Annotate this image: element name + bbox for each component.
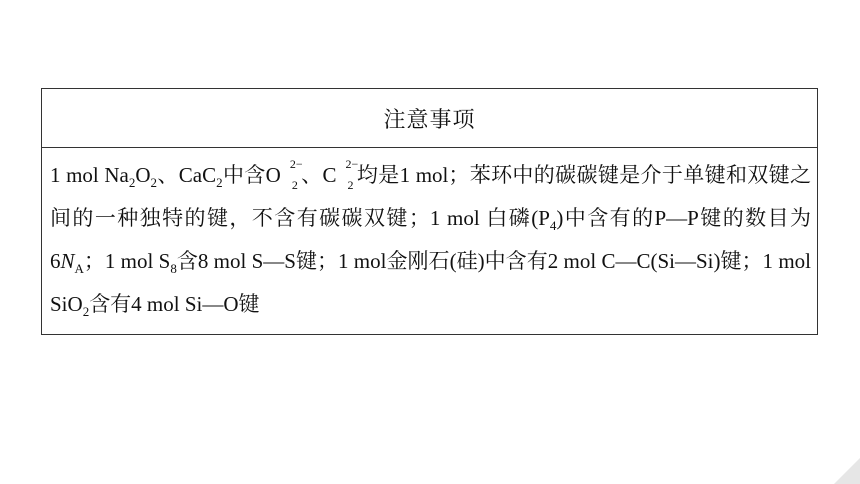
subscript: 2	[291, 178, 298, 192]
text-run: ；1 mol S	[83, 249, 171, 273]
text-run: 均是1 mol；苯环中的碳碳键是介于单键和双键之间的一种独特的键，不含有碳碳双键；1 mol 白磷(P	[50, 163, 812, 230]
peroxide-ion-charge	[281, 154, 301, 197]
text-run: 、CaC	[157, 163, 217, 187]
subscript: 2	[216, 175, 223, 191]
table-body-text	[42, 148, 817, 334]
avogadro-symbol: N	[60, 249, 75, 273]
text-run: 1 mol Na	[50, 163, 129, 187]
superscript: 2−	[345, 157, 359, 171]
subscript: 8	[170, 261, 177, 277]
table-header	[42, 89, 817, 148]
superscript: 2−	[289, 157, 303, 171]
subscript: 2	[82, 304, 90, 320]
subscript: A	[74, 261, 84, 277]
text-run: 、C	[300, 163, 337, 187]
text-run: 含有4 mol Si—O键	[89, 292, 260, 316]
text-run: 含8 mol S—S键；1 mol金刚石(硅)中含有2 mol C—C(Si—Si)键；1 mol SiO	[50, 249, 811, 316]
subscript: 2	[150, 175, 158, 191]
text-run: O	[135, 163, 151, 187]
subscript: 2	[128, 175, 136, 191]
subscript: 4	[549, 218, 557, 234]
subscript: 2	[347, 178, 354, 192]
page-corner-fold	[834, 458, 860, 484]
text-run: 中含O	[222, 163, 281, 187]
text-run: )中含有的P—P键的数目为6	[50, 206, 811, 273]
notes-table	[41, 88, 818, 335]
carbide-ion-charge	[337, 154, 357, 197]
table-header-label: 注意事项	[383, 106, 476, 132]
